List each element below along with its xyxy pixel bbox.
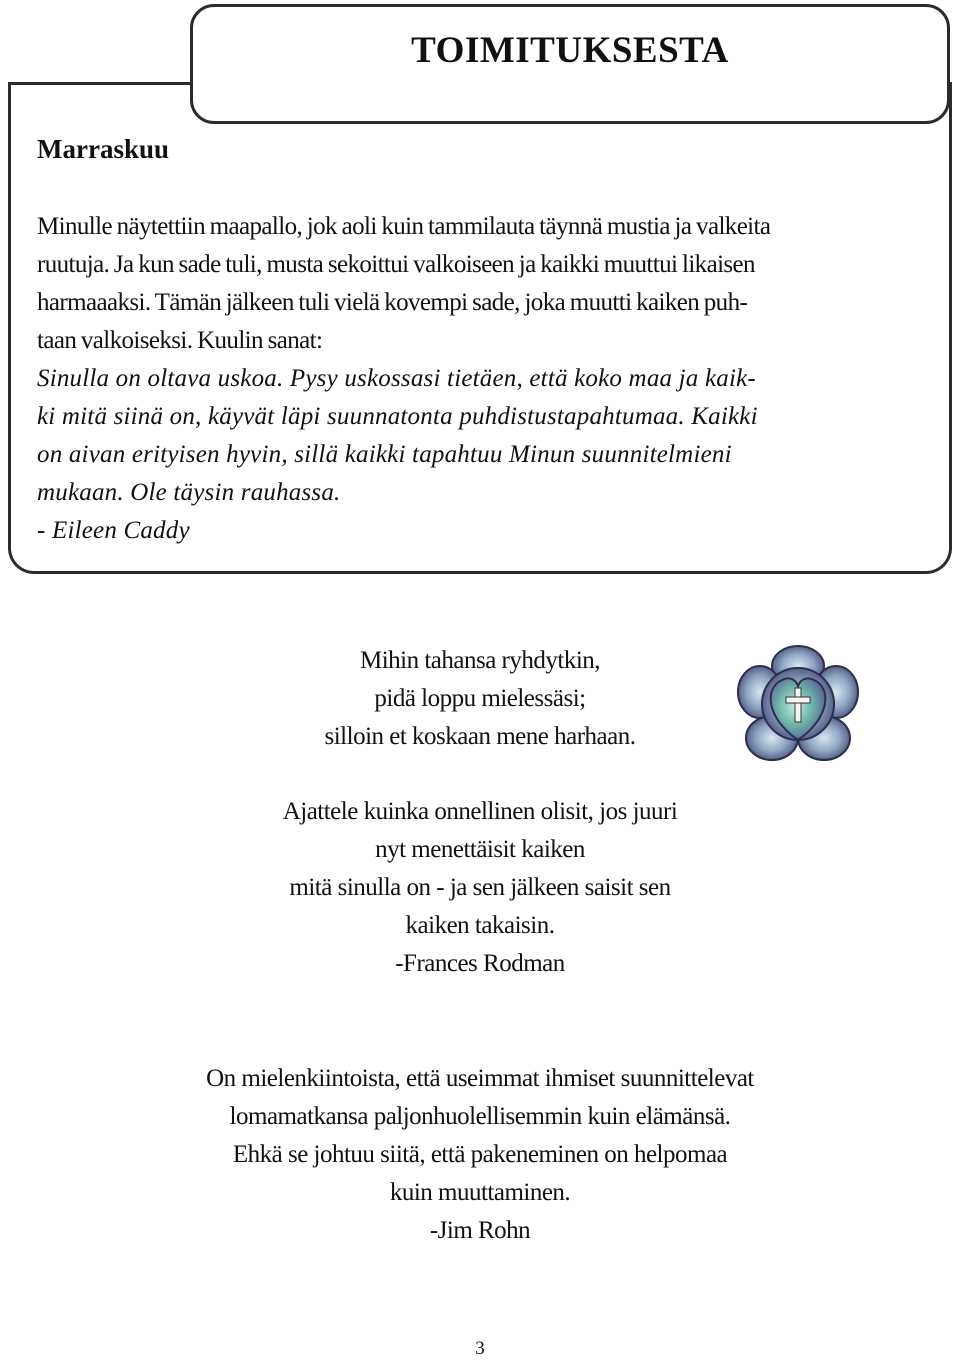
- paragraph-line: taan valkoiseksi. Kuulin sanat:: [37, 327, 323, 354]
- quote-line: silloin et koskaan mene harhaan.: [324, 723, 636, 750]
- quote-line: on aivan erityisen hyvin, sillä kaikki tapahtuu Minun suunnitelmieni: [37, 441, 732, 468]
- quote-line: Ajattele kuinka onnellinen olisit, jos juuri: [282, 798, 678, 825]
- quote-1: [280, 642, 680, 756]
- quote-line: Ehkä se johtuu siitä, että pakeneminen on helpomaa: [232, 1141, 728, 1168]
- month-heading: Marraskuu: [37, 134, 170, 164]
- quote-line: Sinulla on oltava uskoa. Pysy uskossasi tietäen, että koko maa ja kaik-: [37, 365, 756, 392]
- quote-attribution: - Eileen Caddy: [37, 517, 190, 544]
- luther-rose-icon: [736, 644, 860, 764]
- editorial-paragraph: [37, 208, 927, 360]
- quoted-message: [37, 360, 927, 550]
- quote-line: mitä sinulla on - ja sen jälkeen saisit sen: [289, 874, 671, 901]
- quote-2: [220, 793, 740, 983]
- quote-line: kuin muuttaminen.: [389, 1179, 571, 1206]
- quote-3: [100, 1060, 860, 1250]
- quote-attribution: -Frances Rodman: [395, 950, 565, 977]
- quote-attribution: -Jim Rohn: [429, 1217, 531, 1244]
- quote-line: lomamatkansa paljonhuolellisemmin kuin elämänsä.: [229, 1103, 731, 1130]
- paragraph-line: ruutuja. Ja kun sade tuli, musta sekoittui valkoiseen ja kaikki muuttui likaisen: [37, 251, 755, 278]
- quote-line: Mihin tahansa ryhdytkin,: [359, 647, 601, 674]
- editorial-content: [37, 128, 927, 550]
- page-title: TOIMITUKSESTA: [411, 30, 729, 71]
- quote-line: kaiken takaisin.: [405, 912, 555, 939]
- quote-line: pidä loppu mielessäsi;: [374, 685, 586, 712]
- quote-line: nyt menettäisit kaiken: [375, 836, 585, 863]
- title-tab: [190, 4, 950, 124]
- paragraph-line: Minulle näytettiin maapallo, jok aoli kuin tammilauta täynnä mustia ja valkeita: [37, 213, 771, 240]
- quote-line: On mielenkiintoista, että useimmat ihmiset suunnittelevat: [206, 1065, 754, 1092]
- page-number: 3: [475, 1338, 485, 1359]
- quote-line: ki mitä siinä on, käyvät läpi suunnatonta puhdistustapahtumaa. Kaikki: [37, 403, 758, 430]
- quote-line: mukaan. Ole täysin rauhassa.: [37, 479, 341, 506]
- paragraph-line: harmaaaksi. Tämän jälkeen tuli vielä kovempi sade, joka muutti kaiken puh-: [37, 289, 748, 316]
